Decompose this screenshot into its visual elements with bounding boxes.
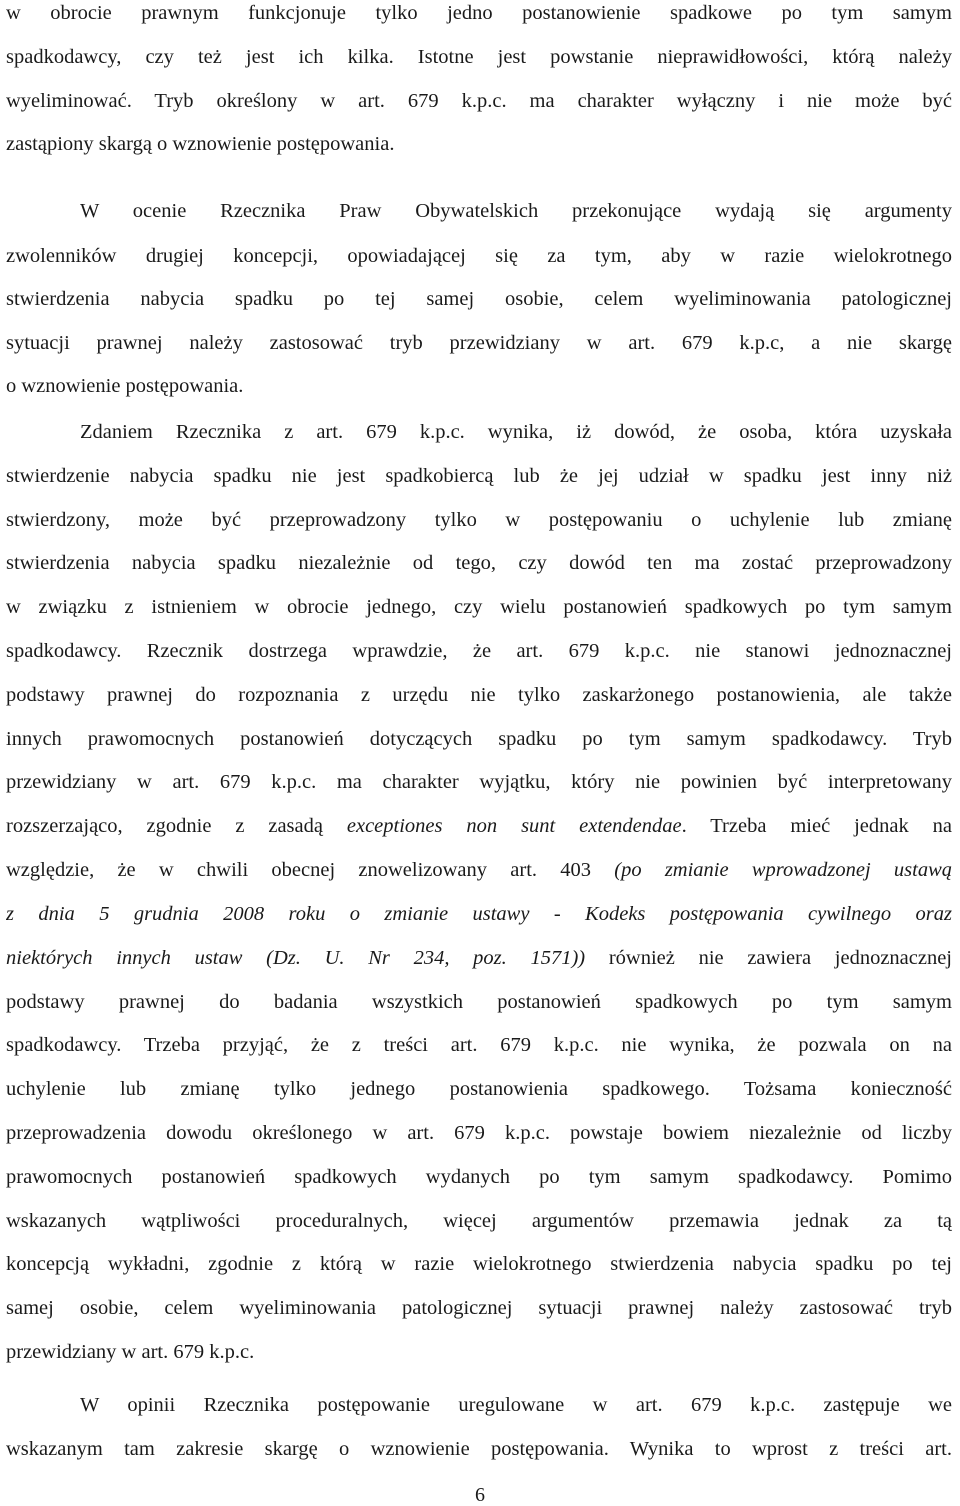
text-line bbox=[6, 1121, 952, 1147]
text-segment: stwierdzenia nabycia spadku niezależnie od tego, czy dowód ten ma zostać przeprowadzony bbox=[6, 552, 952, 574]
text-line bbox=[6, 1296, 952, 1322]
text-segment: W ocenie Rzecznika Praw Obywatelskich przekonujące wydają się argumenty bbox=[80, 200, 952, 222]
text-segment: przewidziany w art. 679 k.p.c. bbox=[6, 1341, 255, 1363]
text-line bbox=[6, 132, 952, 158]
text-line bbox=[6, 1, 952, 27]
text-segment: sytuacji prawnej należy zastosować tryb przewidziany w art. 679 k.p.c, a nie skargę bbox=[6, 332, 952, 354]
text-line bbox=[6, 45, 952, 71]
text-segment: stwierdzenia nabycia spadku po tej samej osobie, celem wyeliminowania patologicznej bbox=[6, 288, 952, 310]
text-line bbox=[6, 1165, 952, 1191]
text-segment: wyeliminować. Tryb określony w art. 679 k.p.c. ma charakter wyłączny i nie może być bbox=[6, 90, 952, 112]
text-line bbox=[6, 374, 952, 400]
text-segment: spadkodawcy, czy też jest ich kilka. Istotne jest powstanie nieprawidłowości, którą należy bbox=[6, 46, 952, 68]
text-segment: spadkodawcy. Rzecznik dostrzega wprawdzie, że art. 679 k.p.c. nie stanowi jednoznacznej bbox=[6, 640, 952, 662]
paragraph-first-line bbox=[80, 1393, 952, 1419]
text-line bbox=[6, 508, 952, 534]
text-line bbox=[6, 464, 952, 490]
text-line bbox=[6, 990, 952, 1016]
text-segment: względzie, że w chwili obecnej znowelizowany art. 403 bbox=[6, 859, 615, 881]
text-segment: również nie zawiera jednoznacznej bbox=[585, 947, 952, 969]
text-line bbox=[6, 770, 952, 796]
text-segment: o wznowienie postępowania. bbox=[6, 375, 244, 397]
text-line bbox=[6, 1033, 952, 1059]
text-segment: przewidziany w art. 679 k.p.c. ma charakter wyjątku, który nie powinien być interpretowany bbox=[6, 771, 952, 793]
text-segment: podstawy prawnej do badania wszystkich postanowień spadkowych po tym samym bbox=[6, 991, 952, 1013]
italic-text: exceptiones non sunt extendendae bbox=[346, 815, 682, 837]
text-line bbox=[6, 89, 952, 115]
text-segment: przeprowadzenia dowodu określonego w art. 679 k.p.c. powstaje bowiem niezależnie od liczby bbox=[6, 1122, 952, 1144]
italic-text: niektórych innych ustaw (Dz. U. Nr 234, poz. 1571)) bbox=[6, 947, 586, 969]
text-segment: w związku z istnieniem w obrocie jednego, czy wielu postanowień spadkowych po tym samym bbox=[6, 596, 952, 618]
text-segment: w obrocie prawnym funkcjonuje tylko jedno postanowienie spadkowe po tym samym bbox=[6, 2, 952, 24]
text-segment: . Trzeba mieć jednak na bbox=[681, 815, 952, 837]
page-number: 6 bbox=[475, 1484, 485, 1506]
text-segment: wskazanych wątpliwości proceduralnych, więcej argumentów przemawia jednak za tą bbox=[6, 1210, 952, 1232]
text-segment: W opinii Rzecznika postępowanie uregulowane w art. 679 k.p.c. zastępuje we bbox=[80, 1394, 952, 1416]
text-line bbox=[6, 331, 952, 357]
paragraph-first-line bbox=[80, 199, 952, 225]
text-segment: uchylenie lub zmianę tylko jednego postanowienia spadkowego. Tożsama konieczność bbox=[6, 1078, 952, 1100]
text-segment: wskazanym tam zakresie skargę o wznowienie postępowania. Wynika to wprost z treści art. bbox=[6, 1438, 952, 1460]
text-line bbox=[6, 946, 952, 972]
text-segment: Zdaniem Rzecznika z art. 679 k.p.c. wynika, iż dowód, że osoba, która uzyskała bbox=[80, 421, 952, 443]
text-line bbox=[6, 814, 952, 840]
text-line bbox=[6, 858, 952, 884]
text-segment: stwierdzony, może być przeprowadzony tylko w postępowaniu o uchylenie lub zmianę bbox=[6, 509, 952, 531]
text-segment: zwolenników drugiej koncepcji, opowiadającej się za tym, aby w razie wielokrotnego bbox=[6, 245, 952, 267]
text-segment: spadkodawcy. Trzeba przyjąć, że z treści art. 679 k.p.c. nie wynika, że pozwala on na bbox=[6, 1034, 952, 1056]
text-line bbox=[6, 902, 952, 928]
text-line bbox=[6, 1437, 952, 1463]
paragraph-first-line bbox=[80, 420, 952, 446]
text-line bbox=[6, 1077, 952, 1103]
text-line bbox=[6, 1252, 952, 1278]
text-line bbox=[6, 595, 952, 621]
text-segment: zastąpiony skargą o wznowienie postępowania. bbox=[6, 133, 395, 155]
text-segment: stwierdzenie nabycia spadku nie jest spadkobiercą lub że jej udział w spadku jest inny niż bbox=[6, 465, 952, 487]
text-segment: prawomocnych postanowień spadkowych wydanych po tym samym spadkodawcy. Pomimo bbox=[6, 1166, 952, 1188]
italic-text: (po zmianie wprowadzonej ustawą bbox=[614, 859, 952, 881]
text-segment: samej osobie, celem wyeliminowania patologicznej sytuacji prawnej należy zastosować tryb bbox=[6, 1297, 952, 1319]
text-segment: rozszerzająco, zgodnie z zasadą bbox=[6, 815, 347, 837]
text-line bbox=[6, 1340, 952, 1366]
text-line bbox=[6, 727, 952, 753]
text-segment: innych prawomocnych postanowień dotyczących spadku po tym samym spadkodawcy. Tryb bbox=[6, 728, 952, 750]
italic-text: z dnia 5 grudnia 2008 roku o zmianie ustawy - Kodeks postępowania cywilnego oraz bbox=[6, 903, 952, 925]
text-segment: koncepcją wykładni, zgodnie z którą w razie wielokrotnego stwierdzenia nabycia spadku po tej bbox=[6, 1253, 952, 1275]
text-line bbox=[6, 683, 952, 709]
text-line bbox=[6, 1209, 952, 1235]
text-line bbox=[6, 244, 952, 270]
text-segment: podstawy prawnej do rozpoznania z urzędu nie tylko zaskarżonego postanowienia, ale także bbox=[6, 684, 952, 706]
text-line bbox=[6, 287, 952, 313]
text-line bbox=[6, 639, 952, 665]
text-line bbox=[6, 551, 952, 577]
